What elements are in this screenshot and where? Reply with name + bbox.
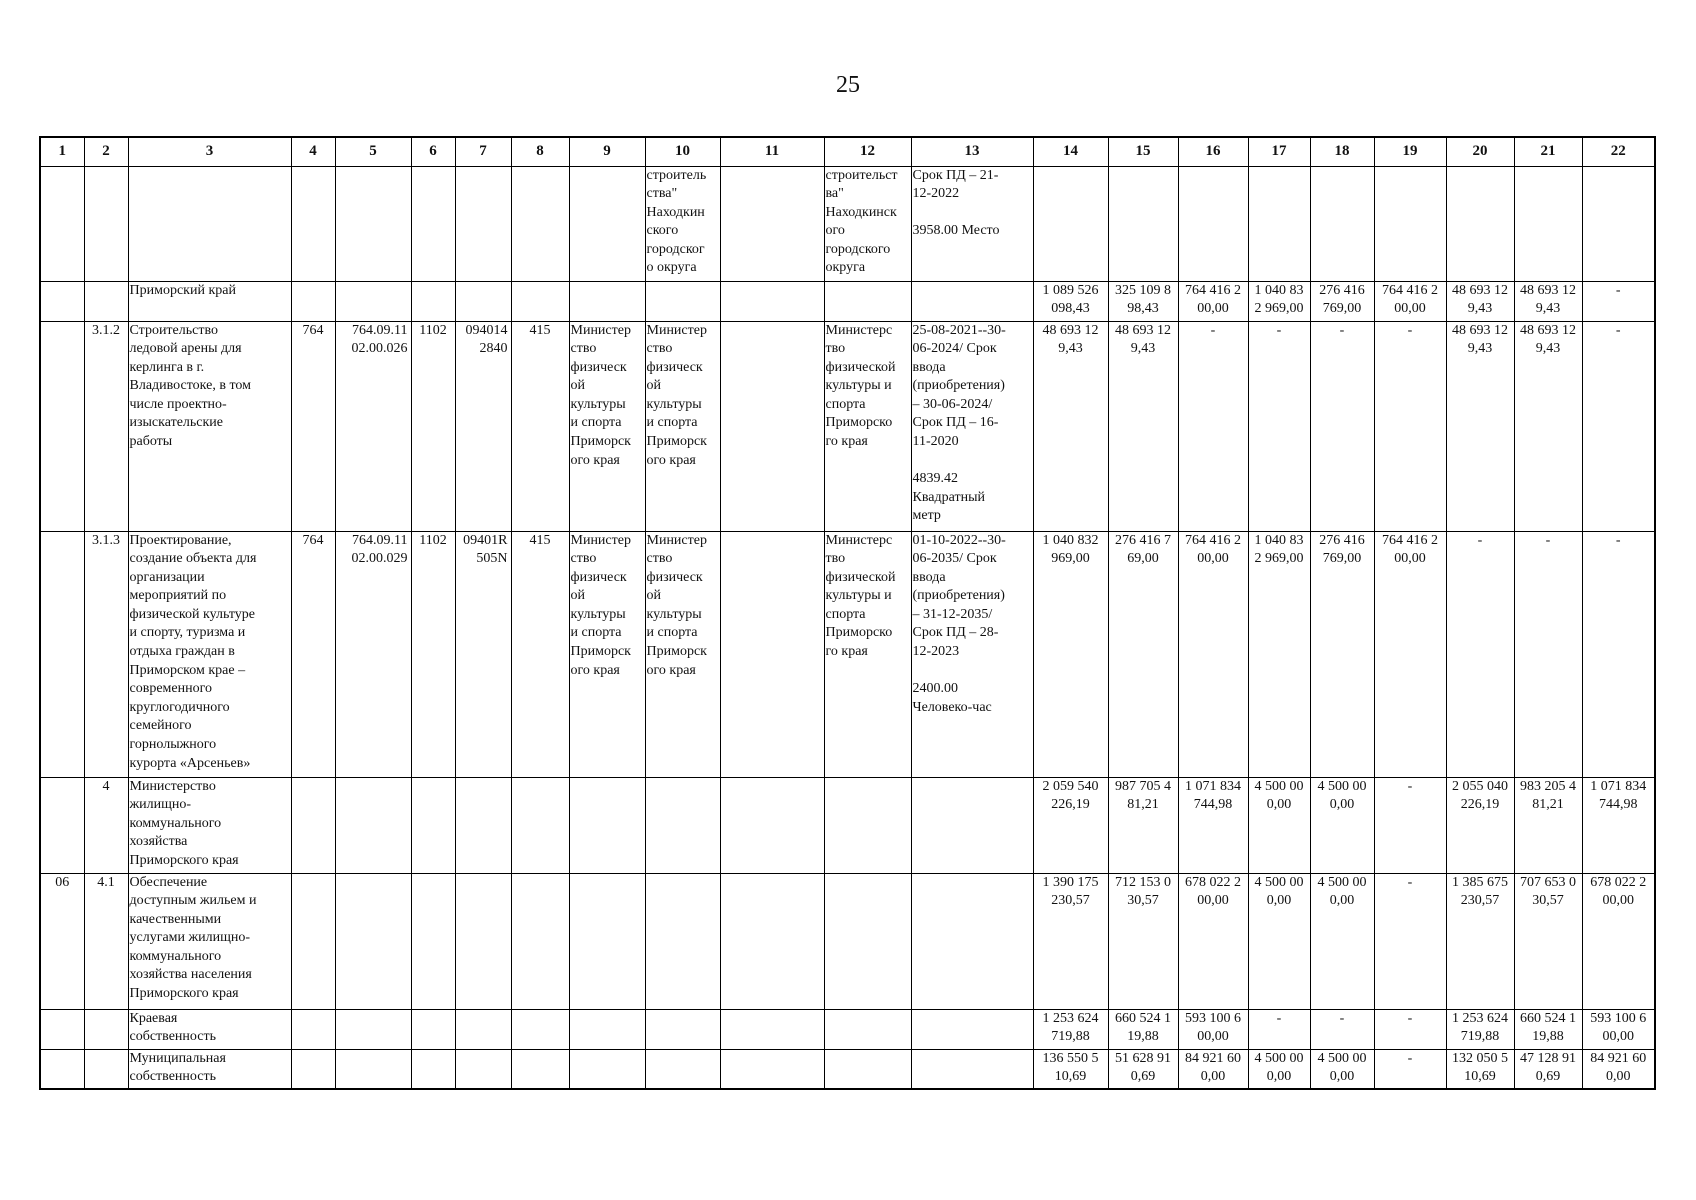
header-cell-8: 8 xyxy=(511,137,569,166)
cell-col-20: 1 253 624 719,88 xyxy=(1446,1009,1514,1049)
cell-col-21: - xyxy=(1514,531,1582,777)
cell-col-8 xyxy=(511,777,569,873)
header-cell-9: 9 xyxy=(569,137,645,166)
cell-col-22: - xyxy=(1582,281,1655,321)
header-cell-1: 1 xyxy=(40,137,84,166)
cell-col-12 xyxy=(824,1049,911,1089)
cell-col-18: - xyxy=(1310,321,1374,531)
cell-col-12: строительст ва" Находкинск ого городского округа xyxy=(824,166,911,281)
cell-col-22 xyxy=(1582,166,1655,281)
cell-col-5 xyxy=(335,777,411,873)
cell-col-13: Срок ПД – 21- 12-2022 3958.00 Место xyxy=(911,166,1033,281)
cell-col-12: Министерс тво физической культуры и спорта Приморско го края xyxy=(824,531,911,777)
cell-col-10: строитель ства" Находкин ского городског о округа xyxy=(645,166,720,281)
cell-col-15: 660 524 1 19,88 xyxy=(1108,1009,1178,1049)
cell-col-16: 764 416 2 00,00 xyxy=(1178,531,1248,777)
cell-col-22: 593 100 6 00,00 xyxy=(1582,1009,1655,1049)
cell-col-7 xyxy=(455,1009,511,1049)
cell-col-11 xyxy=(720,873,824,1009)
cell-col-15: 987 705 4 81,21 xyxy=(1108,777,1178,873)
cell-col-4 xyxy=(291,777,335,873)
cell-col-17: 4 500 00 0,00 xyxy=(1248,873,1310,1009)
cell-col-2: 4 xyxy=(84,777,128,873)
cell-col-17: - xyxy=(1248,321,1310,531)
cell-col-4 xyxy=(291,1009,335,1049)
cell-col-4 xyxy=(291,166,335,281)
table-row xyxy=(40,531,1655,777)
cell-col-17: 1 040 83 2 969,00 xyxy=(1248,531,1310,777)
cell-col-10 xyxy=(645,1049,720,1089)
cell-col-11 xyxy=(720,166,824,281)
cell-col-10 xyxy=(645,1009,720,1049)
cell-col-10 xyxy=(645,873,720,1009)
cell-col-20: 48 693 12 9,43 xyxy=(1446,321,1514,531)
cell-col-8 xyxy=(511,281,569,321)
cell-col-9 xyxy=(569,777,645,873)
cell-col-10: Министер ство физическ ой культуры и спорта Приморск ого края xyxy=(645,531,720,777)
cell-col-15 xyxy=(1108,166,1178,281)
cell-col-5: 764.09.11 02.00.029 xyxy=(335,531,411,777)
cell-col-10 xyxy=(645,777,720,873)
cell-col-4 xyxy=(291,1049,335,1089)
cell-col-20: 2 055 040 226,19 xyxy=(1446,777,1514,873)
cell-col-21: 48 693 12 9,43 xyxy=(1514,281,1582,321)
cell-col-16: 764 416 2 00,00 xyxy=(1178,281,1248,321)
cell-col-5 xyxy=(335,1009,411,1049)
cell-col-11 xyxy=(720,321,824,531)
cell-col-5 xyxy=(335,1049,411,1089)
cell-col-18 xyxy=(1310,166,1374,281)
cell-col-15: 325 109 8 98,43 xyxy=(1108,281,1178,321)
cell-col-2: 3.1.2 xyxy=(84,321,128,531)
header-cell-14: 14 xyxy=(1033,137,1108,166)
cell-col-18: 276 416 769,00 xyxy=(1310,281,1374,321)
table-body xyxy=(40,137,1655,1089)
cell-col-21: 47 128 91 0,69 xyxy=(1514,1049,1582,1089)
cell-col-14: 136 550 5 10,69 xyxy=(1033,1049,1108,1089)
cell-col-19: - xyxy=(1374,777,1446,873)
header-cell-3: 3 xyxy=(128,137,291,166)
cell-col-17: 1 040 83 2 969,00 xyxy=(1248,281,1310,321)
cell-col-5 xyxy=(335,873,411,1009)
cell-col-3: Краевая собственность xyxy=(128,1009,291,1049)
cell-col-9 xyxy=(569,1049,645,1089)
table-row xyxy=(40,166,1655,281)
cell-col-2 xyxy=(84,1049,128,1089)
cell-col-1: 06 xyxy=(40,873,84,1009)
cell-col-1 xyxy=(40,1049,84,1089)
cell-col-1 xyxy=(40,777,84,873)
cell-col-8: 415 xyxy=(511,531,569,777)
header-cell-7: 7 xyxy=(455,137,511,166)
cell-col-9 xyxy=(569,1009,645,1049)
cell-col-2: 4.1 xyxy=(84,873,128,1009)
cell-col-6 xyxy=(411,873,455,1009)
cell-col-15: 712 153 0 30,57 xyxy=(1108,873,1178,1009)
cell-col-13 xyxy=(911,1049,1033,1089)
header-cell-16: 16 xyxy=(1178,137,1248,166)
cell-col-17: 4 500 00 0,00 xyxy=(1248,777,1310,873)
cell-col-14: 1 253 624 719,88 xyxy=(1033,1009,1108,1049)
cell-col-4: 764 xyxy=(291,321,335,531)
table-row xyxy=(40,1049,1655,1089)
header-cell-15: 15 xyxy=(1108,137,1178,166)
cell-col-14: 1 089 526 098,43 xyxy=(1033,281,1108,321)
cell-col-7 xyxy=(455,777,511,873)
cell-col-19: - xyxy=(1374,1049,1446,1089)
cell-col-2 xyxy=(84,281,128,321)
cell-col-4: 764 xyxy=(291,531,335,777)
cell-col-6 xyxy=(411,166,455,281)
cell-col-22: - xyxy=(1582,321,1655,531)
cell-col-9: Министер ство физическ ой культуры и спорта Приморск ого края xyxy=(569,531,645,777)
header-cell-5: 5 xyxy=(335,137,411,166)
cell-col-6: 1102 xyxy=(411,321,455,531)
cell-col-8 xyxy=(511,1009,569,1049)
cell-col-13: 25-08-2021--30- 06-2024/ Срок ввода (приобретения) – 30-06-2024/ Срок ПД – 16- 11-2020 4839.42 Квадратный метр xyxy=(911,321,1033,531)
cell-col-13 xyxy=(911,281,1033,321)
header-cell-21: 21 xyxy=(1514,137,1582,166)
cell-col-14: 2 059 540 226,19 xyxy=(1033,777,1108,873)
cell-col-7: 09401R 505N xyxy=(455,531,511,777)
cell-col-18: 4 500 00 0,00 xyxy=(1310,1049,1374,1089)
cell-col-14: 48 693 12 9,43 xyxy=(1033,321,1108,531)
cell-col-8: 415 xyxy=(511,321,569,531)
header-cell-20: 20 xyxy=(1446,137,1514,166)
header-cell-18: 18 xyxy=(1310,137,1374,166)
cell-col-7 xyxy=(455,873,511,1009)
cell-col-3: Обеспечение доступным жильем и качественными услугами жилищно- коммунального хозяйства населения Приморского края xyxy=(128,873,291,1009)
cell-col-21: 48 693 12 9,43 xyxy=(1514,321,1582,531)
page-number: 25 xyxy=(836,72,860,98)
cell-col-21: 983 205 4 81,21 xyxy=(1514,777,1582,873)
table-row xyxy=(40,321,1655,531)
cell-col-16: 1 071 834 744,98 xyxy=(1178,777,1248,873)
cell-col-22: - xyxy=(1582,531,1655,777)
cell-col-7 xyxy=(455,281,511,321)
cell-col-3: Проектирование, создание объекта для организации мероприятий по физической культуре и спорту, туризма и отдыха граждан в Приморском крае – современного круглогодичного семейного горнолыжного курорта «Арсеньев» xyxy=(128,531,291,777)
cell-col-1 xyxy=(40,281,84,321)
cell-col-22: 678 022 2 00,00 xyxy=(1582,873,1655,1009)
cell-col-5 xyxy=(335,166,411,281)
cell-col-9 xyxy=(569,873,645,1009)
table-row xyxy=(40,777,1655,873)
cell-col-11 xyxy=(720,1049,824,1089)
header-cell-11: 11 xyxy=(720,137,824,166)
header-cell-6: 6 xyxy=(411,137,455,166)
cell-col-13 xyxy=(911,1009,1033,1049)
cell-col-19: - xyxy=(1374,321,1446,531)
cell-col-13: 01-10-2022--30- 06-2035/ Срок ввода (приобретения) – 31-12-2035/ Срок ПД – 28- 12-2023 2400.00 Человеко-час xyxy=(911,531,1033,777)
cell-col-20 xyxy=(1446,166,1514,281)
cell-col-8 xyxy=(511,873,569,1009)
cell-col-16: - xyxy=(1178,321,1248,531)
budget-table xyxy=(39,136,1656,1090)
cell-col-9 xyxy=(569,281,645,321)
cell-col-15: 51 628 91 0,69 xyxy=(1108,1049,1178,1089)
table-row xyxy=(40,873,1655,1009)
header-cell-4: 4 xyxy=(291,137,335,166)
cell-col-7: 094014 2840 xyxy=(455,321,511,531)
cell-col-16: 84 921 60 0,00 xyxy=(1178,1049,1248,1089)
cell-col-14: 1 390 175 230,57 xyxy=(1033,873,1108,1009)
cell-col-18: 4 500 00 0,00 xyxy=(1310,777,1374,873)
cell-col-18: 4 500 00 0,00 xyxy=(1310,873,1374,1009)
cell-col-12 xyxy=(824,777,911,873)
header-cell-10: 10 xyxy=(645,137,720,166)
cell-col-20: 48 693 12 9,43 xyxy=(1446,281,1514,321)
cell-col-20: 132 050 5 10,69 xyxy=(1446,1049,1514,1089)
cell-col-19: - xyxy=(1374,1009,1446,1049)
cell-col-10 xyxy=(645,281,720,321)
cell-col-6 xyxy=(411,777,455,873)
cell-col-1 xyxy=(40,321,84,531)
cell-col-14: 1 040 832 969,00 xyxy=(1033,531,1108,777)
cell-col-16: 678 022 2 00,00 xyxy=(1178,873,1248,1009)
cell-col-1 xyxy=(40,166,84,281)
cell-col-11 xyxy=(720,531,824,777)
cell-col-9: Министер ство физическ ой культуры и спорта Приморск ого края xyxy=(569,321,645,531)
cell-col-18: 276 416 769,00 xyxy=(1310,531,1374,777)
cell-col-11 xyxy=(720,281,824,321)
cell-col-22: 84 921 60 0,00 xyxy=(1582,1049,1655,1089)
cell-col-3: Строительство ледовой арены для керлинга в г. Владивостоке, в том числе проектно- изыскательские работы xyxy=(128,321,291,531)
cell-col-19: - xyxy=(1374,873,1446,1009)
cell-col-3 xyxy=(128,166,291,281)
cell-col-18: - xyxy=(1310,1009,1374,1049)
cell-col-20: - xyxy=(1446,531,1514,777)
cell-col-17 xyxy=(1248,166,1310,281)
table-row xyxy=(40,1009,1655,1049)
cell-col-1 xyxy=(40,531,84,777)
cell-col-6 xyxy=(411,281,455,321)
cell-col-20: 1 385 675 230,57 xyxy=(1446,873,1514,1009)
cell-col-3: Муниципальная собственность xyxy=(128,1049,291,1089)
cell-col-12: Министерс тво физической культуры и спорта Приморско го края xyxy=(824,321,911,531)
cell-col-8 xyxy=(511,166,569,281)
table-row xyxy=(40,281,1655,321)
header-cell-2: 2 xyxy=(84,137,128,166)
cell-col-17: 4 500 00 0,00 xyxy=(1248,1049,1310,1089)
cell-col-21 xyxy=(1514,166,1582,281)
header-cell-13: 13 xyxy=(911,137,1033,166)
cell-col-12 xyxy=(824,873,911,1009)
cell-col-5: 764.09.11 02.00.026 xyxy=(335,321,411,531)
cell-col-14 xyxy=(1033,166,1108,281)
cell-col-19: 764 416 2 00,00 xyxy=(1374,281,1446,321)
cell-col-6: 1102 xyxy=(411,531,455,777)
cell-col-11 xyxy=(720,777,824,873)
cell-col-8 xyxy=(511,1049,569,1089)
cell-col-13 xyxy=(911,777,1033,873)
cell-col-21: 707 653 0 30,57 xyxy=(1514,873,1582,1009)
header-cell-19: 19 xyxy=(1374,137,1446,166)
cell-col-17: - xyxy=(1248,1009,1310,1049)
cell-col-16 xyxy=(1178,166,1248,281)
cell-col-7 xyxy=(455,1049,511,1089)
cell-col-10: Министер ство физическ ой культуры и спорта Приморск ого края xyxy=(645,321,720,531)
cell-col-11 xyxy=(720,1009,824,1049)
header-row xyxy=(40,137,1655,166)
cell-col-4 xyxy=(291,873,335,1009)
cell-col-12 xyxy=(824,1009,911,1049)
cell-col-9 xyxy=(569,166,645,281)
cell-col-13 xyxy=(911,873,1033,1009)
cell-col-12 xyxy=(824,281,911,321)
cell-col-15: 276 416 7 69,00 xyxy=(1108,531,1178,777)
cell-col-2: 3.1.3 xyxy=(84,531,128,777)
cell-col-1 xyxy=(40,1009,84,1049)
cell-col-6 xyxy=(411,1009,455,1049)
cell-col-19 xyxy=(1374,166,1446,281)
cell-col-4 xyxy=(291,281,335,321)
header-cell-22: 22 xyxy=(1582,137,1655,166)
cell-col-21: 660 524 1 19,88 xyxy=(1514,1009,1582,1049)
header-cell-12: 12 xyxy=(824,137,911,166)
cell-col-16: 593 100 6 00,00 xyxy=(1178,1009,1248,1049)
header-cell-17: 17 xyxy=(1248,137,1310,166)
cell-col-7 xyxy=(455,166,511,281)
cell-col-22: 1 071 834 744,98 xyxy=(1582,777,1655,873)
cell-col-3: Министерство жилищно- коммунального хозяйства Приморского края xyxy=(128,777,291,873)
cell-col-5 xyxy=(335,281,411,321)
cell-col-19: 764 416 2 00,00 xyxy=(1374,531,1446,777)
cell-col-15: 48 693 12 9,43 xyxy=(1108,321,1178,531)
cell-col-6 xyxy=(411,1049,455,1089)
cell-col-2 xyxy=(84,1009,128,1049)
cell-col-2 xyxy=(84,166,128,281)
cell-col-3: Приморский край xyxy=(128,281,291,321)
